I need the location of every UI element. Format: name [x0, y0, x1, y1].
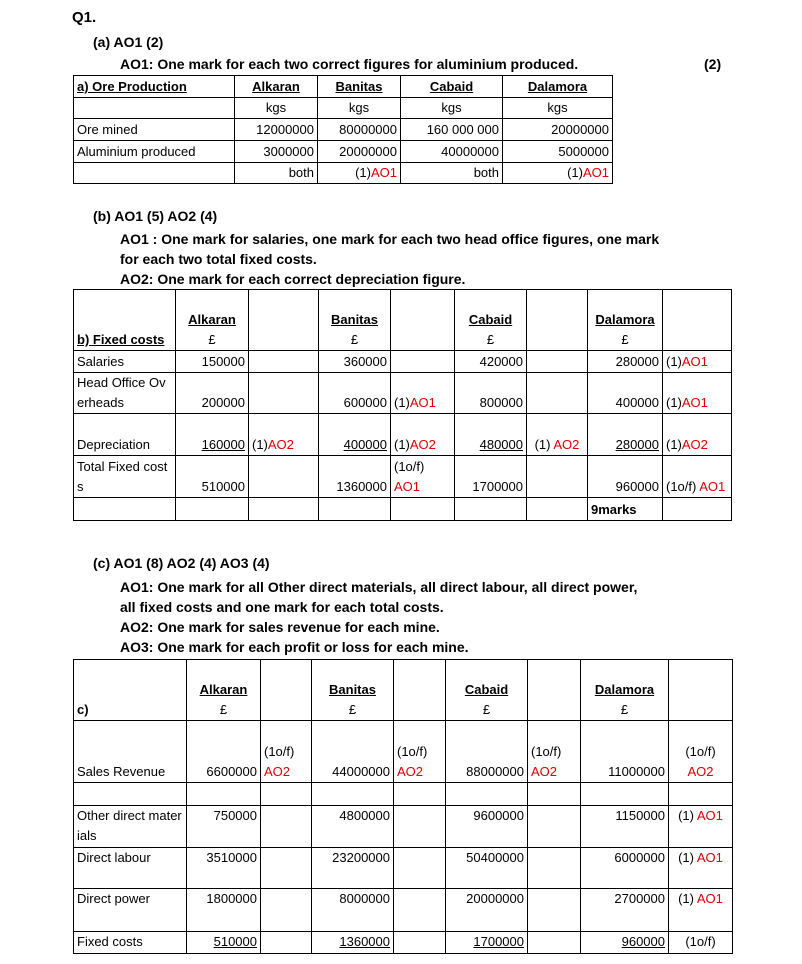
- table-cell: [391, 351, 455, 373]
- cell-text: 88000000: [466, 764, 524, 779]
- table-row: [74, 351, 732, 373]
- mark-allocation-cell: [503, 163, 613, 184]
- table-cell: [261, 932, 312, 954]
- mark-count: (1): [567, 165, 583, 180]
- question-label: Q1.: [72, 9, 97, 26]
- part-a-criteria: AO1: One mark for each two correct figures for aluminium produced.: [120, 56, 579, 72]
- table-cell: [503, 76, 613, 98]
- table-cell: [261, 848, 312, 889]
- cell-text: 280000: [615, 354, 659, 369]
- table-cell: [446, 721, 528, 783]
- table-cell: [235, 119, 318, 141]
- cell-text: 1360000: [336, 479, 387, 494]
- cell-text: Dalamora: [594, 682, 655, 697]
- cell-text: kgs: [547, 100, 568, 115]
- mark-count: (1): [678, 808, 697, 823]
- table-row: [74, 889, 733, 932]
- table-header-row: [74, 660, 733, 721]
- table-cell: [249, 290, 319, 351]
- table-cell: [528, 848, 581, 889]
- cell-text: Alkaran: [188, 312, 236, 327]
- mark-count: (1): [666, 354, 682, 369]
- cell-text: 600000: [343, 395, 387, 410]
- mark-allocation-cell: [669, 848, 733, 889]
- cell-text: 510000: [201, 479, 245, 494]
- currency-unit: £: [350, 332, 359, 347]
- cell-text: Depreciation: [77, 437, 150, 452]
- table-cell: [446, 889, 528, 932]
- table-cell: [588, 351, 663, 373]
- mark-count: (1o/f): [394, 459, 425, 474]
- table-cell: [669, 660, 733, 721]
- mark-allocation-cell: [669, 721, 733, 783]
- table-cell: [261, 806, 312, 848]
- table-cell: [669, 932, 733, 954]
- assessment-objective: AO1: [582, 165, 609, 180]
- mark-allocation-cell: [391, 456, 455, 498]
- table-row: [74, 721, 733, 783]
- cell-text: both: [288, 165, 314, 180]
- cell-text: b) Fixed costs: [77, 332, 165, 347]
- table-cell: [446, 848, 528, 889]
- table-cell: [394, 889, 446, 932]
- cell-text: 80000000: [339, 122, 397, 137]
- cell-text: Alkaran: [199, 682, 248, 697]
- cell-text: 200000: [201, 395, 245, 410]
- table-row: [74, 456, 732, 498]
- table-cell: [319, 456, 391, 498]
- cell-text: c): [77, 702, 89, 717]
- mark-allocation-cell: [261, 721, 312, 783]
- table-cell: [394, 848, 446, 889]
- currency-unit: £: [219, 702, 228, 717]
- table-cell: [319, 414, 391, 456]
- cell-text: 23200000: [332, 850, 390, 865]
- cell-text: 20000000: [551, 122, 609, 137]
- cell-text: Total Fixed costs: [77, 459, 168, 494]
- assessment-objective: AO1: [696, 891, 723, 906]
- mark-count: (1o/f): [264, 744, 295, 759]
- cell-text: 5000000: [558, 144, 609, 159]
- table-cell: [391, 498, 455, 521]
- cell-text: 160000: [201, 437, 245, 452]
- table-row: [74, 783, 733, 806]
- cell-text: 8000000: [339, 891, 390, 906]
- part-c-heading: (c) AO1 (8) AO2 (4) AO3 (4): [93, 555, 270, 571]
- table-cell: [74, 660, 187, 721]
- table-cell: [74, 932, 187, 954]
- assessment-objective: AO1: [370, 165, 397, 180]
- table-cell: [74, 119, 235, 141]
- cell-text: 480000: [479, 437, 523, 452]
- cell-text: 400000: [343, 437, 387, 452]
- part-b-criteria-line: AO1 : One mark for salaries, one mark for each two head office figures, one mark: [120, 231, 660, 247]
- part-c-criteria-line: AO2: One mark for sales revenue for each mine.: [120, 619, 440, 635]
- table-cell: [74, 98, 235, 119]
- cell-text: 12000000: [256, 122, 314, 137]
- table-row: [74, 848, 733, 889]
- assessment-objective: AO1: [681, 354, 708, 369]
- cell-text: Cabaid: [468, 312, 513, 327]
- table-cell: [455, 456, 527, 498]
- cell-text: 150000: [201, 354, 245, 369]
- cell-text: 280000: [615, 437, 659, 452]
- table-cell: [312, 889, 394, 932]
- assessment-objective: AO1: [699, 479, 726, 494]
- fixed-costs-table: [73, 289, 732, 521]
- table-cell: [528, 932, 581, 954]
- table-cell: [401, 98, 503, 119]
- table-cell: [319, 373, 391, 414]
- part-c-criteria-line: all fixed costs and one mark for each total costs.: [120, 599, 444, 615]
- table-cell: [187, 660, 261, 721]
- mark-allocation-cell: [663, 373, 732, 414]
- cell-text: Cabaid: [464, 682, 509, 697]
- table-row: [74, 141, 613, 163]
- table-cell: [318, 98, 401, 119]
- cell-text: 1360000: [339, 934, 390, 949]
- cell-text: 6000000: [614, 850, 665, 865]
- part-c-criteria-line: AO3: One mark for each profit or loss for each mine.: [120, 639, 469, 655]
- table-cell: [528, 806, 581, 848]
- table-cell: [503, 141, 613, 163]
- table-cell: [187, 783, 261, 806]
- cell-text: (1o/f): [685, 934, 716, 949]
- table-cell: [74, 848, 187, 889]
- mark-count: (1): [394, 437, 410, 452]
- profit-loss-table: [73, 659, 733, 954]
- assessment-objective: AO2: [409, 437, 436, 452]
- table-cell: [312, 932, 394, 954]
- table-cell: [455, 351, 527, 373]
- cell-text: Fixed costs: [77, 934, 143, 949]
- table-cell: [74, 721, 187, 783]
- mark-allocation-cell: [394, 721, 446, 783]
- cell-text: Sales Revenue: [77, 764, 166, 779]
- mark-count: (1o/f): [397, 744, 428, 759]
- table-row: [74, 932, 733, 954]
- mark-count: (1): [666, 437, 682, 452]
- table-cell: [74, 414, 176, 456]
- table-cell: [581, 848, 669, 889]
- cell-text: Ore mined: [77, 122, 138, 137]
- cell-text: Alkaran: [252, 79, 300, 94]
- currency-unit: £: [486, 332, 495, 347]
- assessment-objective: AO2: [264, 764, 291, 779]
- cell-text: 50400000: [466, 850, 524, 865]
- table-cell: [527, 498, 588, 521]
- table-cell: [74, 806, 187, 848]
- table-cell: [235, 98, 318, 119]
- currency-unit: £: [621, 332, 629, 347]
- table-row: [74, 373, 732, 414]
- table-cell: [249, 456, 319, 498]
- table-cell: [319, 498, 391, 521]
- mark-count: (1o/f): [531, 744, 562, 759]
- table-cell: [394, 806, 446, 848]
- table-row: [74, 806, 733, 848]
- cell-text: 960000: [621, 934, 665, 949]
- cell-text: 40000000: [441, 144, 499, 159]
- part-c-criteria-line: AO1: One mark for all Other direct materials, all direct labour, all direct power,: [120, 579, 638, 595]
- table-cell: [528, 783, 581, 806]
- table-header-row: [74, 76, 613, 98]
- table-cell: [74, 290, 176, 351]
- mark-allocation-cell: [663, 351, 732, 373]
- table-cell: [581, 783, 669, 806]
- table-cell: [176, 373, 249, 414]
- cell-text: 3510000: [206, 850, 257, 865]
- assessment-objective: AO2: [531, 764, 558, 779]
- assessment-objective: AO1: [681, 395, 708, 410]
- table-cell: [527, 351, 588, 373]
- mark-allocation-cell: [528, 721, 581, 783]
- mark-allocation-cell: [249, 414, 319, 456]
- cell-text: 6600000: [206, 764, 257, 779]
- part-b-heading: (b) AO1 (5) AO2 (4): [93, 208, 218, 224]
- cell-text: both: [473, 165, 499, 180]
- mark-count: (1): [394, 395, 410, 410]
- table-cell: [588, 290, 663, 351]
- table-cell: [581, 889, 669, 932]
- table-cell: [318, 76, 401, 98]
- table-cell: [187, 848, 261, 889]
- cell-text: 1700000: [472, 479, 523, 494]
- cell-text: 420000: [479, 354, 523, 369]
- table-cell: [446, 806, 528, 848]
- table-cell: [235, 141, 318, 163]
- currency-unit: £: [482, 702, 491, 717]
- cell-text: Banitas: [329, 682, 376, 697]
- table-cell: [446, 932, 528, 954]
- table-cell: [74, 456, 176, 498]
- table-cell: [74, 141, 235, 163]
- mark-allocation-cell: [669, 889, 733, 932]
- cell-text: Cabaid: [429, 79, 474, 94]
- table-cell: [503, 119, 613, 141]
- mark-allocation-cell: [669, 806, 733, 848]
- table-cell: [401, 163, 503, 184]
- table-cell: [176, 456, 249, 498]
- mark-count: (1): [666, 395, 682, 410]
- table-cell: [74, 498, 176, 521]
- table-cell: [318, 141, 401, 163]
- table-cell: [588, 373, 663, 414]
- cell-text: 800000: [479, 395, 523, 410]
- assessment-objective: AO1: [696, 808, 723, 823]
- mark-allocation-cell: [527, 414, 588, 456]
- table-cell: [176, 498, 249, 521]
- table-cell: [187, 806, 261, 848]
- table-row: [74, 414, 732, 456]
- cell-text: Banitas: [335, 79, 383, 94]
- mark-allocation-cell: [318, 163, 401, 184]
- cell-text: 160 000 000: [426, 122, 499, 137]
- table-cell: [394, 783, 446, 806]
- mark-allocation-cell: [391, 373, 455, 414]
- assessment-objective: AO2: [681, 437, 708, 452]
- table-cell: [319, 351, 391, 373]
- cell-text: 4800000: [339, 808, 390, 823]
- assessment-objective: AO2: [397, 764, 424, 779]
- table-cell: [187, 889, 261, 932]
- table-row: [74, 163, 613, 184]
- table-header-row: [74, 290, 732, 351]
- table-cell: [528, 889, 581, 932]
- table-cell: [74, 783, 187, 806]
- mark-count: (1): [355, 165, 371, 180]
- table-cell: [312, 806, 394, 848]
- cell-text: 20000000: [339, 144, 397, 159]
- table-cell: [663, 290, 732, 351]
- cell-text: 360000: [343, 354, 387, 369]
- table-cell: [312, 848, 394, 889]
- table-cell: [74, 889, 187, 932]
- cell-text: 44000000: [332, 764, 390, 779]
- table-cell: [187, 721, 261, 783]
- table-cell: [455, 414, 527, 456]
- table-cell: [261, 660, 312, 721]
- table-row: [74, 119, 613, 141]
- cell-text: Head Office Overheads: [77, 375, 166, 410]
- table-cell: [581, 806, 669, 848]
- cell-text: Direct power: [77, 891, 150, 906]
- cell-text: 400000: [615, 395, 659, 410]
- table-cell: [455, 373, 527, 414]
- mark-count: (1o/f): [666, 479, 700, 494]
- table-cell: [74, 351, 176, 373]
- cell-text: 2700000: [614, 891, 665, 906]
- mark-count: (1): [678, 850, 697, 865]
- cell-text: Dalamora: [527, 79, 588, 94]
- table-cell: [581, 932, 669, 954]
- table-cell: [446, 660, 528, 721]
- cell-text: Dalamora: [595, 312, 655, 327]
- cell-text: 750000: [213, 808, 257, 823]
- table-row: [74, 98, 613, 119]
- part-b-criteria-line: AO2: One mark for each correct depreciation figure.: [120, 271, 466, 287]
- table-cell: [455, 498, 527, 521]
- currency-unit: £: [348, 702, 357, 717]
- table-cell: [318, 119, 401, 141]
- table-cell: [581, 660, 669, 721]
- table-cell: [249, 373, 319, 414]
- table-cell: [527, 373, 588, 414]
- ore-production-table: [73, 75, 613, 184]
- cell-text: 1700000: [473, 934, 524, 949]
- part-b-criteria-line: for each two total fixed costs.: [120, 251, 317, 267]
- cell-text: 3000000: [263, 144, 314, 159]
- assessment-objective: AO2: [687, 764, 714, 779]
- cell-text: Banitas: [331, 312, 378, 327]
- table-cell: [401, 119, 503, 141]
- cell-text: 9600000: [473, 808, 524, 823]
- assessment-objective: AO2: [553, 437, 580, 452]
- table-cell: [312, 721, 394, 783]
- cell-text: 9marks: [591, 502, 637, 517]
- table-cell: [249, 351, 319, 373]
- cell-text: 960000: [615, 479, 659, 494]
- table-cell: [176, 351, 249, 373]
- table-cell: [527, 456, 588, 498]
- table-cell: [503, 98, 613, 119]
- table-cell: [74, 373, 176, 414]
- table-cell: [669, 783, 733, 806]
- assessment-objective: AO1: [696, 850, 723, 865]
- table-cell: [394, 660, 446, 721]
- table-cell: [312, 660, 394, 721]
- cell-text: kgs: [265, 100, 287, 115]
- table-cell: [401, 76, 503, 98]
- table-cell: [455, 290, 527, 351]
- table-cell: [588, 414, 663, 456]
- assessment-objective: AO1: [409, 395, 436, 410]
- table-cell: [261, 783, 312, 806]
- table-cell: [74, 163, 235, 184]
- assessment-objective: AO2: [267, 437, 294, 452]
- table-cell: [391, 290, 455, 351]
- cell-text: Aluminium produced: [77, 144, 196, 159]
- assessment-objective: AO1: [394, 479, 421, 494]
- cell-text: 20000000: [466, 891, 524, 906]
- table-cell: [581, 721, 669, 783]
- table-cell: [663, 498, 732, 521]
- cell-text: Other direct materials: [77, 808, 182, 843]
- table-cell: [261, 889, 312, 932]
- table-cell: [527, 290, 588, 351]
- table-cell: [74, 76, 235, 98]
- table-cell: [312, 783, 394, 806]
- cell-text: 1800000: [206, 891, 257, 906]
- table-cell: [187, 932, 261, 954]
- table-cell: [528, 660, 581, 721]
- mark-count: (1): [534, 437, 554, 452]
- mark-allocation-cell: [663, 456, 732, 498]
- cell-text: 11000000: [608, 764, 665, 779]
- cell-text: kgs: [348, 100, 370, 115]
- currency-unit: £: [208, 332, 216, 347]
- table-cell: [588, 498, 663, 521]
- mark-allocation-cell: [663, 414, 732, 456]
- cell-text: Direct labour: [77, 850, 151, 865]
- mark-count: (1o/f): [685, 744, 716, 759]
- cell-text: Salaries: [77, 354, 124, 369]
- table-cell: [394, 932, 446, 954]
- table-cell: [249, 498, 319, 521]
- cell-text: kgs: [441, 100, 462, 115]
- mark-allocation-cell: [391, 414, 455, 456]
- part-a-heading: (a) AO1 (2): [93, 34, 164, 50]
- currency-unit: £: [620, 702, 629, 717]
- table-cell: [446, 783, 528, 806]
- cell-text: 1150000: [615, 808, 665, 823]
- cell-text: 510000: [213, 934, 257, 949]
- table-cell: [588, 456, 663, 498]
- table-row: [74, 498, 732, 521]
- table-cell: [401, 141, 503, 163]
- cell-text: a) Ore Production: [77, 79, 187, 94]
- table-cell: [176, 290, 249, 351]
- table-cell: [176, 414, 249, 456]
- table-cell: [235, 163, 318, 184]
- mark-count: (1): [252, 437, 268, 452]
- part-a-marks: (2): [704, 56, 722, 72]
- table-cell: [319, 290, 391, 351]
- table-cell: [235, 76, 318, 98]
- mark-count: (1): [678, 891, 697, 906]
